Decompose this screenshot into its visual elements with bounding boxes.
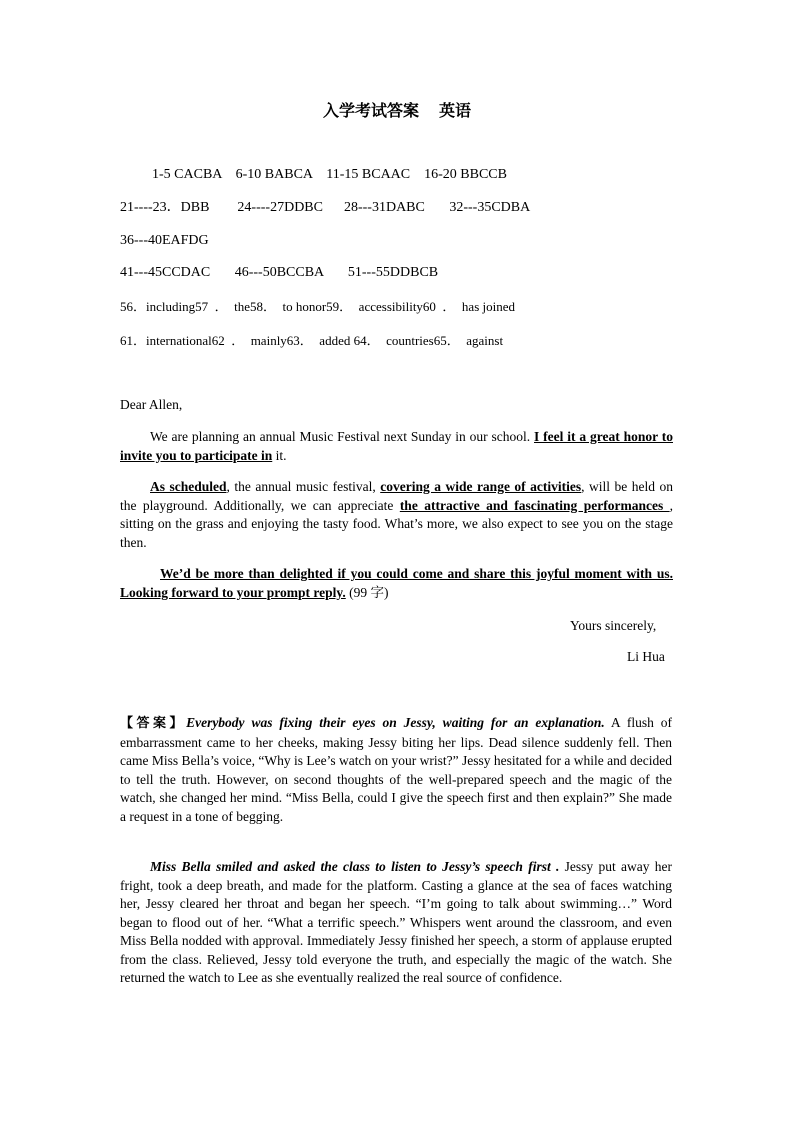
letter-signature: Li Hua bbox=[627, 649, 665, 664]
answer-line-1: 1-5 CACBA 6-10 BABCA 11-15 BCAAC 16-20 BBCCB bbox=[152, 167, 507, 182]
word-count: (99 字) bbox=[345, 584, 389, 600]
story-paragraph-2: Miss Bella smiled and asked the class to listen to Jessy’s speech first . Jessy put away her fright, took a deep breath, and made for the platform. Casting a glance at the sea of faces watching her, Jessy cleared her throat and began her speech. “I’m going to talk about swimming…” Word began to flood out of her. “What a terrific speech.” Whispers went around the classroom, and even Miss Bella nodded with approval. Immediately Jessy finished her speech, a storm of applause erupted from the class. Relieved, Jessy told everyone the truth, and especially the magic of the watch. She returned the watch to Lee as she eventually realized the real source of confidence. bbox=[120, 859, 673, 985]
answer-line-2: 21----23．DBB 24----27DDBC 28---31DABC 32---35CDBA bbox=[120, 200, 531, 215]
letter-highlight-scheduled: As scheduled bbox=[150, 479, 227, 494]
answer-line-5: 56．including57 ． the58． to honor59． accessibility60 ． has joined bbox=[120, 299, 516, 314]
letter-paragraph-3 bbox=[120, 565, 673, 602]
answer-line-6: 61．international62 ． mainly63． added 64． countries65． against bbox=[120, 333, 504, 348]
answer-line-4: 41---45CCDAC 46---50BCCBA 51---55DDBCB bbox=[120, 265, 439, 280]
title-subject: 英语 bbox=[439, 101, 472, 120]
letter-greeting: Dear Allen, bbox=[120, 397, 183, 412]
page-title bbox=[0, 98, 794, 121]
letter-paragraph-1: We are planning an annual Music Festival next Sunday in our school. I feel it a great honor to invite you to participate in it. bbox=[120, 429, 673, 463]
title-main: 入学考试答案 bbox=[322, 101, 419, 120]
letter-closing: Yours sincerely, bbox=[570, 618, 657, 633]
answer-line-3: 36---40EAFDG bbox=[120, 233, 209, 248]
letter-highlight-closing: We’d be more than delighted if you could come and share this joyful moment with us. Looking forward to your prompt reply. bbox=[120, 566, 673, 600]
letter-paragraph-2: As scheduled, the annual music festival, covering a wide range of activities, will be held on the playground. Additionally, we can appreciate the attractive and fascinating performances , sitting on the grass and enjoying the tasty food. What’s more, we also expect to see you on the stage then. bbox=[120, 479, 674, 550]
answer-label: 【答案】 bbox=[120, 716, 187, 731]
letter-highlight-performances: the attractive and fascinating performances bbox=[399, 497, 670, 513]
story-paragraph-1: 【答案】Everybody was fixing their eyes on Jessy, waiting for an explanation. A flush of embarrassment came to her cheeks, making Jessy biting her lips. Dead silence suddenly fell. Then came Miss Bella’s voice, “Why is Lee’s watch on your wrist?” Jessy hesitated for a while and decided to tell the truth. However, on second thoughts of the well-prepared speech and the magic of the watch, she changed her mind. “Miss Bella, could I give the speech first and then explain?” She made a request in a tone of begging. bbox=[120, 715, 672, 824]
letter-highlight-activities: covering a wide range of activities bbox=[380, 479, 582, 494]
story-lead-sentence-2: Miss Bella smiled and asked the class to listen to Jessy’s speech first . bbox=[150, 859, 560, 874]
letter-highlight-invite: I feel it a great honor to invite you to participate in bbox=[120, 429, 673, 463]
story-lead-sentence-1: Everybody was fixing their eyes on Jessy, waiting for an explanation. bbox=[186, 715, 605, 730]
